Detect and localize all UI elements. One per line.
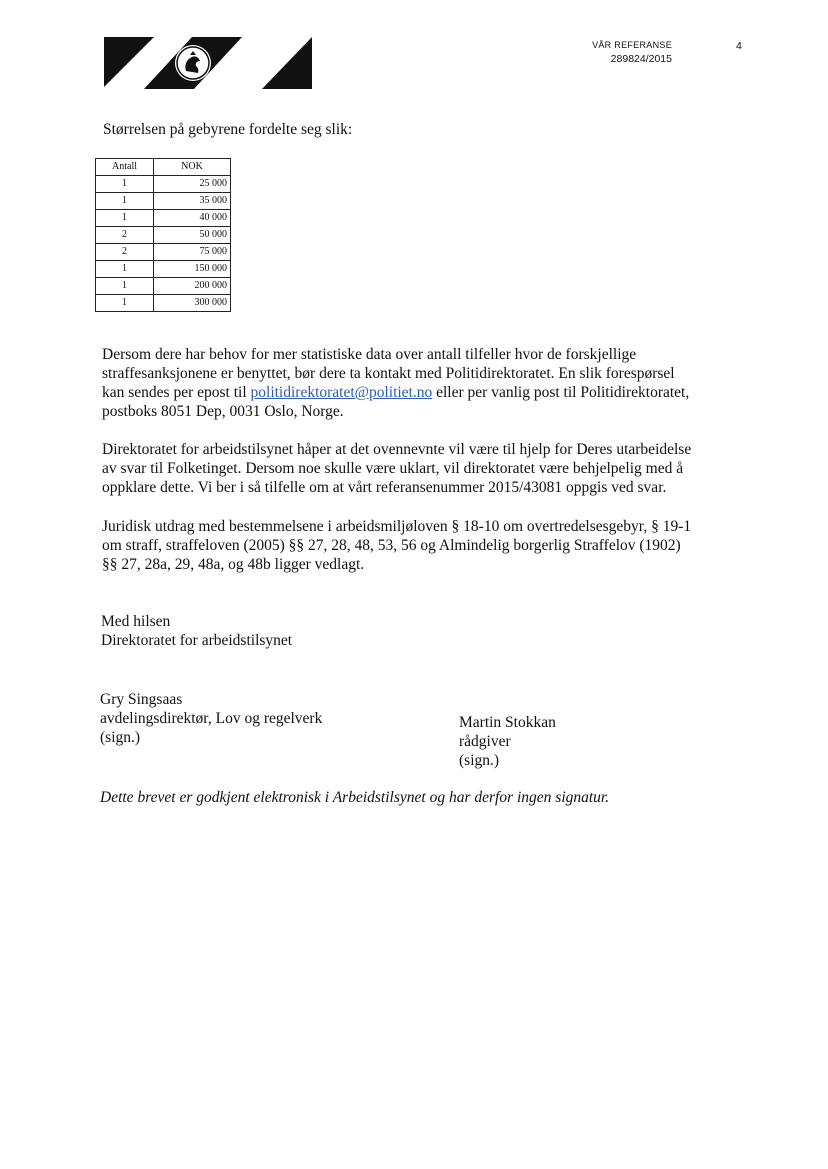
reference-number: 289824/2015 <box>610 53 672 65</box>
email-link[interactable]: politidirektoratet@politiet.no <box>250 384 433 401</box>
cell-nok: 35 000 <box>154 193 231 210</box>
logo-right-stripe <box>262 37 312 89</box>
fee-table <box>95 158 231 312</box>
paragraph-text: eller per vanlig post til Politidirektoratet, <box>432 384 690 401</box>
legal-excerpt-paragraph <box>102 517 762 574</box>
paragraph-line: om straff, straffeloven (2005) §§ 27, 28, 48, 53, 56 og Almindelig borgerlig Straffelov (1902) <box>102 537 681 554</box>
assistance-paragraph <box>102 440 762 497</box>
paragraph-line: straffesanksjonene er benyttet, bør dere ta kontakt med Politidirektoratet. En slik forespørsel <box>102 365 675 382</box>
cell-nok: 25 000 <box>154 176 231 193</box>
paragraph-text: kan sendes per epost til <box>102 384 251 401</box>
closing-greeting: Med hilsen <box>101 613 171 630</box>
logo-left-stripe <box>104 37 154 87</box>
cell-nok: 75 000 <box>154 244 231 261</box>
signatory-name: Gry Singsaas <box>100 691 183 708</box>
cell-antall: 1 <box>96 261 154 278</box>
cell-antall: 1 <box>96 193 154 210</box>
table-row <box>96 176 231 193</box>
signatory-left <box>100 690 322 747</box>
paragraph-line: Juridisk utdrag med bestemmelsene i arbeidsmiljøloven § 18-10 om overtredelsesgebyr, § 19-1 <box>102 518 692 535</box>
signatory-name: Martin Stokkan <box>459 714 556 731</box>
signatory-sign: (sign.) <box>100 729 141 746</box>
header-nok: NOK <box>154 159 231 176</box>
cell-antall: 1 <box>96 278 154 295</box>
signatory-sign: (sign.) <box>459 752 500 769</box>
table-header-row <box>96 159 231 176</box>
signatory-title: avdelingsdirektør, Lov og regelverk <box>100 710 323 727</box>
paragraph-line: postboks 8051 Dep, 0031 Oslo, Norge. <box>102 403 344 420</box>
closing-block <box>101 612 292 650</box>
cell-nok: 50 000 <box>154 227 231 244</box>
cell-antall: 1 <box>96 210 154 227</box>
statistics-paragraph <box>102 345 762 421</box>
table-row <box>96 295 231 312</box>
table-intro-text: Størrelsen på gebyrene fordelte seg slik: <box>103 121 353 138</box>
cell-antall: 2 <box>96 244 154 261</box>
lion-emblem-icon <box>175 45 211 81</box>
header-antall: Antall <box>96 159 154 176</box>
table-row <box>96 210 231 227</box>
paragraph-line: av svar til Folketinget. Dersom noe skulle være uklart, vil direktoratet være behjelpelig med å <box>102 460 684 477</box>
cell-antall: 1 <box>96 176 154 193</box>
cell-nok: 40 000 <box>154 210 231 227</box>
paragraph-line <box>102 383 762 402</box>
paragraph-line: §§ 27, 28a, 29, 48a, og 48b ligger vedlagt. <box>102 556 365 573</box>
cell-nok: 200 000 <box>154 278 231 295</box>
cell-antall: 1 <box>96 295 154 312</box>
table-row <box>96 278 231 295</box>
page-number: 4 <box>736 40 742 52</box>
electronic-approval-note: Dette brevet er godkjent elektronisk i Arbeidstilsynet og har derfor ingen signatur. <box>100 789 610 806</box>
cell-nok: 300 000 <box>154 295 231 312</box>
cell-antall: 2 <box>96 227 154 244</box>
table-row <box>96 244 231 261</box>
arbeidstilsynet-logo <box>104 37 312 89</box>
table-row <box>96 227 231 244</box>
paragraph-line: Direktoratet for arbeidstilsynet håper at det ovennevnte vil være til hjelp for Deres utarbeidelse <box>102 441 692 458</box>
closing-organization: Direktoratet for arbeidstilsynet <box>101 632 293 649</box>
cell-nok: 150 000 <box>154 261 231 278</box>
reference-label: VÅR REFERANSE <box>592 40 672 50</box>
signatory-right <box>459 713 556 770</box>
paragraph-line: Dersom dere har behov for mer statistiske data over antall tilfeller hvor de forskjellige <box>102 346 637 363</box>
table-row <box>96 261 231 278</box>
table-row <box>96 193 231 210</box>
paragraph-line: oppklare dette. Vi ber i så tilfelle om at vårt referansenummer 2015/43081 oppgis ved svar. <box>102 479 667 496</box>
signatory-title: rådgiver <box>459 733 511 750</box>
